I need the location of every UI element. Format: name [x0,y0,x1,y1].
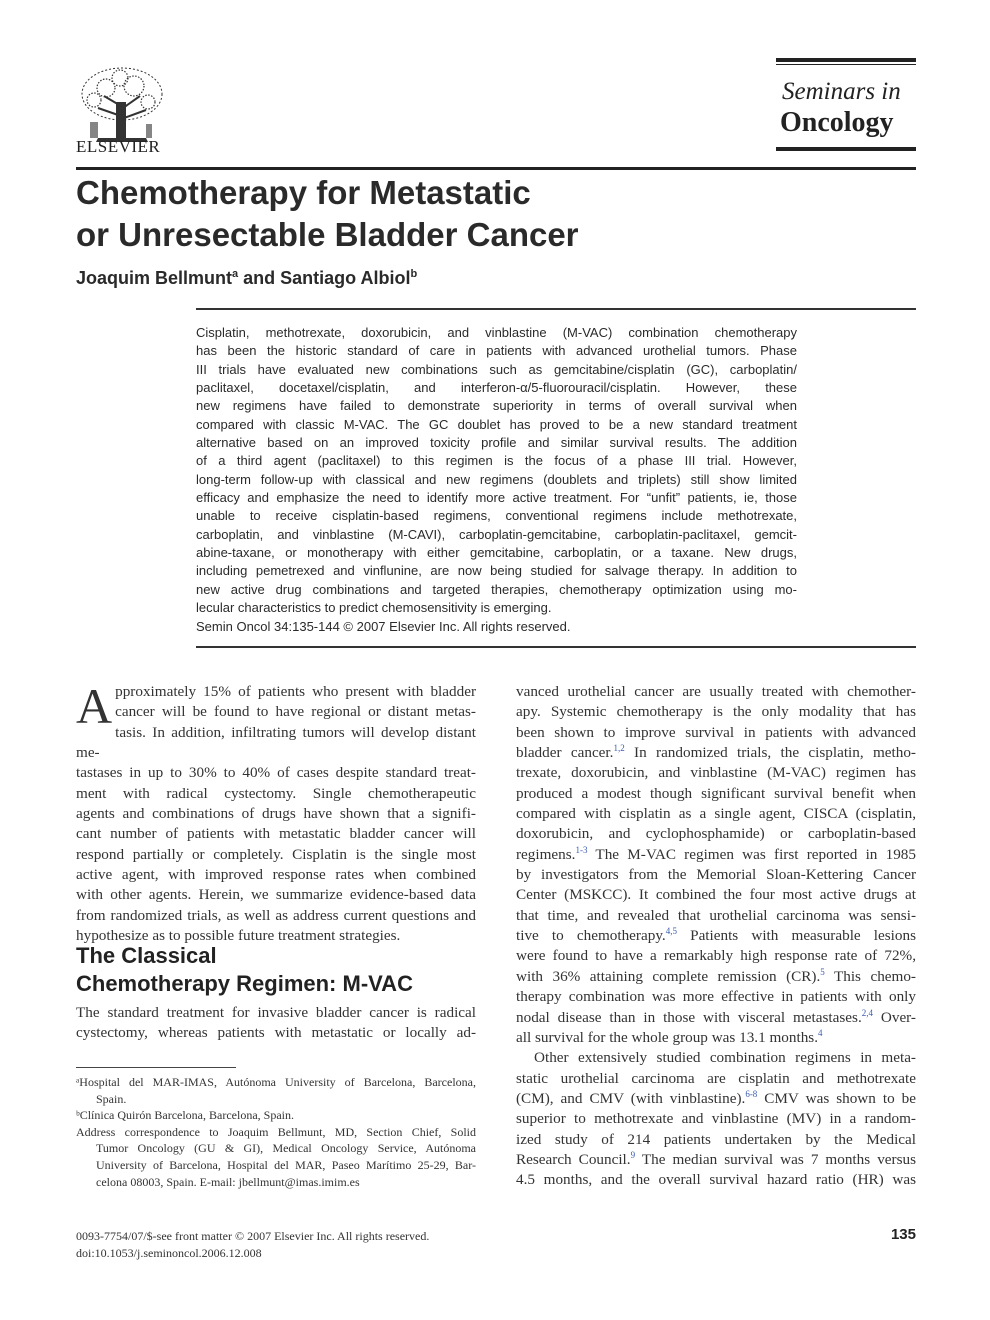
left-column-intro [76,678,476,946]
text-run: The median survival was 7 months versus [635,1150,916,1168]
body-line: cystectomy, whereas patients with metastatic or locally ad- [76,1024,476,1042]
doi-line[interactable]: doi:10.1053/j.seminoncol.2006.12.008 [76,1246,262,1260]
abstract-line: of a third agent (paclitaxel) to this regimen is the focus of a phase III trial. However, [196,453,797,469]
article-title [76,172,776,256]
section-heading-line-2: Chemotherapy Regimen: M-VAC [76,971,413,996]
body-line: been shown to improve survival in patients with advanced [516,723,916,741]
text-run: The M-VAC regimen was first reported in 1985 [587,845,916,863]
affiliation-a-cont: Spain. [96,1091,127,1106]
left-column-section [76,1003,476,1044]
drop-cap: A [76,678,113,734]
abstract-line: III trials have evaluated new combinations such as gemcitabine/cisplatin (GC), carboplatin/ [196,361,797,377]
body-line: respond partially or completely. Cisplatin is the single most [76,845,476,863]
body-line: static urothelial carcinoma are cisplatin and methotrexate [516,1069,916,1087]
body-line: apy. Systemic chemotherapy is the only modality that has [516,703,916,721]
body-line: tastases in up to 30% to 40% of cases despite standard treat- [76,764,476,782]
body-line: ized study of 214 patients undertaken by the Medical [516,1130,916,1148]
affiliation-a: ᵃHospital del MAR-IMAS, Autónoma University of Barcelona, Barcelona, [76,1075,476,1089]
body-line [516,967,916,987]
text-run: Patients with measurable lesions [676,927,916,945]
header-rule [76,167,916,170]
body-line: vanced urothelial cancer are usually treated with chemother- [516,683,916,700]
body-line: doxorubicin, and cyclophosphamide) or carboplatin-based [516,825,916,843]
footer-identifiers [76,1228,429,1262]
body-line [516,1028,916,1048]
right-column [516,682,916,1191]
abstract-line: compared with classic M-VAC. The GC doublet has proved to be a new standard treatment [196,416,797,432]
journal-name-line1: Seminars in [782,78,901,105]
text-run: Over- [873,1008,916,1026]
citation-ref[interactable]: 4,5 [665,926,677,937]
journal-name-line2: Oncology [780,107,894,138]
abstract-line: including pemetrexed and vinflunine, are now being studied for salvage therapy. In addition to [196,563,797,579]
abstract-line: Cisplatin, methotrexate, doxorubicin, and vinblastine (M-VAC) combination chemotherapy [196,325,797,340]
body-line: trexate, doxorubicin, and vinblastine (M-VAC) regimen has [516,764,916,782]
body-line: by investigators from the Memorial Sloan-Kettering Cancer [516,866,916,884]
correspondence-line: celona 08003, Spain. E-mail: jbellmunt@imas.imim.es [96,1174,360,1189]
abstract-line: new regimens have failed to demonstrate superiority in terms of overall survival when [196,398,797,414]
citation-ref[interactable]: 4 [818,1027,823,1038]
body-line: ment with radical cystectomy. Single chemotherapeutic [76,784,476,802]
body-line: therapy combination was more effective in patients with only [516,988,916,1006]
abstract-rule-top [196,308,916,310]
section-heading-line-1: The Classical [76,943,217,968]
author-name: Joaquim Bellmunt [76,268,233,288]
body-line: agents and combinations of drugs have shown that a signifi- [76,805,476,823]
abstract-line: abine-taxane, or monotherapy with either gemcitabine, carboplatin, or a taxane. New drugs, [196,545,797,561]
body-line [516,1089,916,1109]
body-line: tasis. In addition, infiltrating tumors will develop distant me- [76,723,476,762]
body-line: were found to have a remarkably high response rate of 72%, [516,947,916,965]
text-run: This chemo- [824,967,916,985]
correspondence-line: Tumor Oncology (GU & GI), Medical Oncology Service, Autónoma [96,1141,476,1156]
author-name: and Santiago Albiol [238,268,411,288]
body-line [516,845,916,865]
body-line [516,1150,916,1170]
abstract-line: lecular characteristics to predict chemosensitivity is emerging. [196,600,552,616]
abstract-line: efficacy and emphasize the need to identify more active treatment. For “unfit” patients, ie, those [196,490,797,506]
body-line: Other extensively studied combination regimens in meta- [534,1049,916,1067]
body-line [516,1008,916,1028]
publisher-wordmark: ELSEVIER [76,137,161,156]
title-line-2: or Unresectable Bladder Cancer [76,216,579,253]
body-line: compared with cisplatin as a single agent, CISCA (cisplatin, [516,805,916,823]
text-run: Research Council. [516,1150,631,1168]
text-run: regimens. [516,845,576,863]
body-line [516,743,916,763]
section-heading [76,942,476,998]
abstract-line: unable to receive cisplatin-based regimens, conventional regimens include methotrexate, [196,508,797,524]
body-line: cancer will be found to have regional or distant metas- [115,703,476,721]
text-run: In randomized trials, the cisplatin, metho- [624,744,916,762]
abstract-line: carboplatin, and vinblastine (M-CAVI), carboplatin-gemcitabine, carboplatin-paclitaxel, gemcit- [196,526,797,542]
body-line: produced a modest though significant survival benefit when [516,784,916,802]
abstract-line: new active drug combinations and targeted therapies, chemotherapy optimization using mo- [196,581,797,597]
title-line-1: Chemotherapy for Metastatic [76,174,531,211]
text-run: nodal disease than in those with visceral metastases. [516,1008,862,1026]
text-run: all survival for the whole group was 13.1 months. [516,1028,819,1046]
body-line: pproximately 15% of patients who present with bladder [115,683,476,700]
citation-ref[interactable]: 2,4 [861,1007,873,1018]
author-affiliation-mark: b [410,268,418,280]
body-line: hypothesize as to possible future treatment strategies. [76,927,401,945]
body-line: with other agents. Herein, we summarize evidence-based data [76,886,476,904]
text-run: CMV was shown to be [757,1089,916,1107]
body-line: that time, and revealed that urothelial carcinoma was sensi- [516,906,916,924]
abstract-line: long-term follow-up with classical and new regimens (doublets and triplets) still show limited [196,471,797,487]
abstract-rule-bottom [196,646,916,648]
body-line [516,926,916,946]
masthead-rule-top-thin [776,64,916,65]
author-affiliation-mark: a [232,268,239,280]
page-number: 135 [890,1226,916,1243]
body-line: 4.5 months, and the overall survival hazard ratio (HR) was [516,1171,916,1189]
masthead-rule-top [776,58,916,62]
abstract [196,324,797,636]
body-line: from randomized trials, as well as address current questions and [76,906,476,924]
body-line: superior to methotrexate and vinblastine (MV) in a random- [516,1110,916,1128]
masthead-rule-bottom [776,148,916,151]
body-line: Center (MSKCC). It combined the four most active drugs at [516,886,916,904]
citation-ref[interactable]: 5 [820,966,825,977]
abstract-line: paclitaxel, docetaxel/cisplatin, and interferon-α/5-fluorouracil/cisplatin. However, these [196,380,797,396]
citation-ref[interactable]: 1,2 [613,742,625,753]
abstract-citation: Semin Oncol 34:135-144 © 2007 Elsevier Inc. All rights reserved. [196,618,571,634]
abstract-line: alternative based on an improved toxicity profile and similar survival results. The addition [196,435,797,451]
text-run: bladder cancer. [516,744,614,762]
author-list [76,268,417,289]
text-run: with 36% attaining complete remission (CR). [516,967,821,985]
affiliation-b: ᵇClínica Quirón Barcelona, Barcelona, Spain. [76,1108,294,1123]
body-line: cant number of patients with metastatic bladder cancer will [76,825,476,843]
text-run: tive to chemotherapy. [516,927,666,945]
footnote-rule [76,1067,236,1068]
issn-line: 0093-7754/07/$-see front matter © 2007 Elsevier Inc. All rights reserved. [76,1229,430,1243]
abstract-line: has been the historic standard of care in patients with advanced urothelial tumors. Phase [196,343,797,359]
citation-ref[interactable]: 9 [630,1149,636,1160]
text-run: (CM), and CMV (with vinblastine). [516,1089,746,1107]
journal-masthead [776,58,916,151]
correspondence-line: University of Barcelona, Hospital del MAR, Paseo Marítimo 25-29, Bar- [96,1157,476,1172]
correspondence-line: Address correspondence to Joaquim Bellmunt, MD, Section Chief, Solid [76,1124,476,1139]
body-line: active agent, with improved response rates when combined [76,866,476,884]
citation-ref[interactable]: 1-3 [575,844,588,855]
body-line: The standard treatment for invasive bladder cancer is radical [76,1004,476,1021]
footnotes [76,1074,476,1190]
citation-ref[interactable]: 6-8 [745,1088,758,1099]
